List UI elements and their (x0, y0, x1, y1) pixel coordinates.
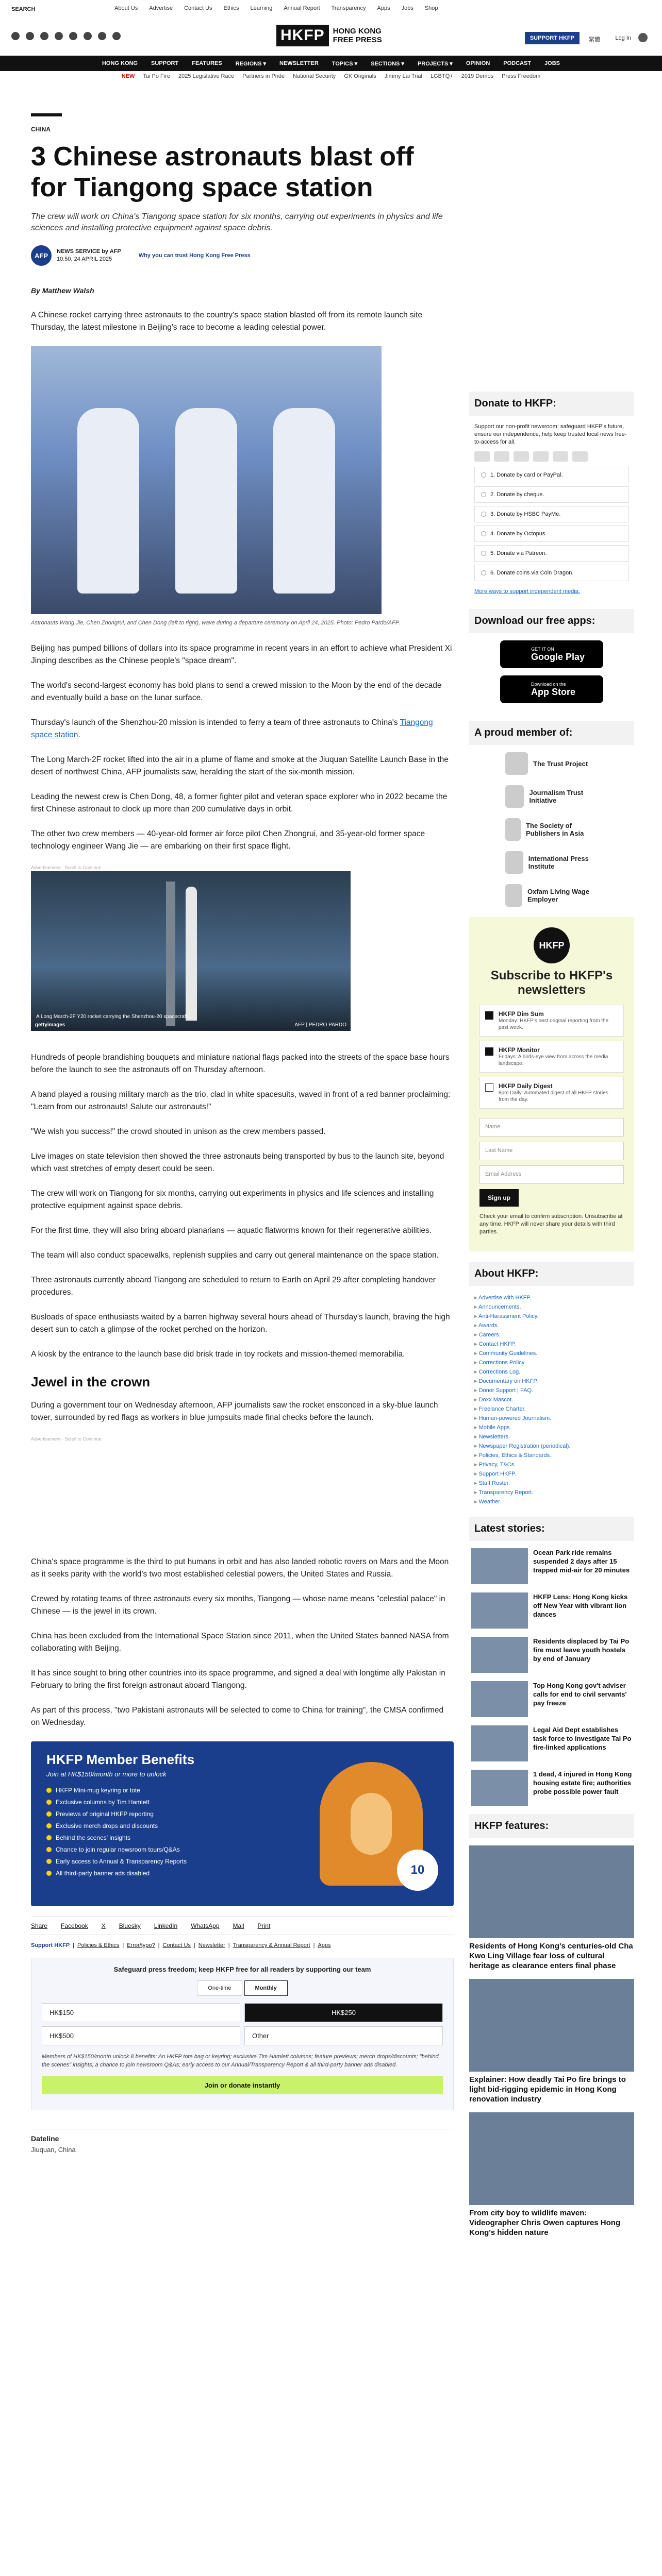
paragraph: Beijing has pumped billions of dollars into its space programme in recent years in an effort to achieve what President Xi Jinping describes as the Chinese people's "space dream". (31, 644, 452, 665)
top-link[interactable]: Annual Report (284, 5, 320, 11)
paragraph: As part of this process, "two Pakistani astronauts will be selected to come to China for training", the CMSA confirmed on Wednesday. (31, 1706, 444, 1727)
latest-story[interactable]: Ocean Park ride remains suspended 2 days after 15 trapped mid-air for 20 minutes (469, 1548, 634, 1584)
subnav-item[interactable]: Partners in Pride (242, 73, 285, 79)
benefit-item: All third-party banner ads disabled (46, 1870, 187, 1877)
top-link[interactable]: Contact Us (184, 5, 212, 11)
benefit-item: Exclusive merch drops and discounts (46, 1822, 187, 1829)
radio-icon (481, 512, 486, 517)
getty-logo: gettyimages (35, 1022, 65, 1028)
author: By Matthew Walsh (31, 286, 94, 295)
member-heading: A proud member of: (469, 721, 634, 745)
donate-option[interactable]: 5. Donate via Patreon. (474, 545, 629, 562)
tiangong-link[interactable]: Tiangong space station (31, 718, 433, 739)
email-field[interactable]: Email Address (479, 1165, 624, 1184)
site-header (0, 0, 662, 77)
subnav-item[interactable]: LGBTQ+ (431, 73, 453, 79)
footer-link[interactable]: Support HKFP (31, 1942, 70, 1948)
radio-icon (481, 492, 486, 497)
story-thumbnail (471, 1548, 528, 1584)
donate-option[interactable]: 3. Donate by HSBC PayMe. (474, 506, 629, 522)
article-title: 3 Chinese astronauts blast off for Tiangong space station (31, 142, 414, 202)
paragraph: A band played a rousing military march as the trio, clad in white spacesuits, waved in front of a red banner proclaiming: "Learn from our astronauts! Salute our astronauts!" (31, 1090, 451, 1111)
octopus-icon (572, 451, 588, 462)
share-link[interactable]: Share (31, 1922, 48, 1929)
footer-link[interactable]: Apps (318, 1942, 331, 1948)
radio-icon (481, 570, 486, 575)
nav-item[interactable]: JOBS (544, 60, 560, 66)
paragraph: A kiosk by the entrance to the launch base did brisk trade in toy rockets and mission-themed memorabilia. (31, 1350, 405, 1359)
radio-icon (481, 531, 486, 536)
publish-date: 10:50, 24 APRIL 2025 (57, 256, 112, 262)
anniversary-badge: 10 (397, 1850, 438, 1891)
login-link[interactable]: Log In (615, 35, 631, 41)
footer-link[interactable]: Error/typo? (127, 1942, 155, 1948)
donate-box (31, 1958, 454, 2110)
about-link[interactable]: ▸ Newsletters. (474, 1432, 629, 1442)
amount-options (42, 2003, 443, 2045)
footer-link[interactable]: Newsletter (198, 1942, 225, 1948)
join-button[interactable]: Join or donate instantly (42, 2076, 443, 2094)
share-whatsapp[interactable]: WhatsApp (191, 1922, 220, 1929)
amount-option-selected[interactable]: HK$250 (244, 2003, 443, 2022)
footer-link[interactable]: Policies & Ethics (77, 1942, 120, 1948)
last-name-field[interactable]: Last Name (479, 1142, 624, 1160)
tab-one-time[interactable]: One-time (197, 1980, 242, 1996)
latest-story[interactable]: Top Hong Kong gov't adviser calls for end to civil servants' pay freeze (469, 1681, 634, 1717)
bluesky-icon[interactable] (112, 32, 121, 40)
checkbox-icon (485, 1047, 493, 1056)
top-links (114, 5, 438, 11)
astronaut-figure (273, 408, 335, 594)
donate-option[interactable]: 2. Donate by cheque. (474, 486, 629, 503)
payment-icons (469, 451, 634, 462)
benefit-item: Behind the scenes' insights (46, 1834, 187, 1841)
checkbox-icon (485, 1083, 493, 1092)
share-bluesky[interactable]: Bluesky (119, 1922, 141, 1929)
byline-meta (57, 248, 121, 263)
paragraph: China has been excluded from the International Space Station since 2011, when the United States banned NASA from collaborating with Beijing. (31, 1632, 449, 1653)
story-thumbnail (471, 1592, 528, 1629)
share-x[interactable]: X (101, 1922, 106, 1929)
checkbox-icon (485, 1011, 493, 1020)
paypal-icon (533, 451, 549, 462)
donate-text: Support our non-profit newsroom: safeguard HKFP's future, ensure our independence, help keep trusted local news free-to-access for all. (474, 423, 627, 445)
subnav-item[interactable]: Tai Po Fire (143, 73, 170, 79)
article-footer-links: Support HKFP | Policies & Ethics | Error/typo? | Contact Us | Newsletter | Transparency & Annual Report | Apps (31, 1942, 331, 1948)
section-heading: Jewel in the crown (31, 1374, 151, 1389)
newsletter-note: Check your email to confirm subscription. Unsubscribe at any time. HKFP will never share your details with third parties. (479, 1213, 623, 1235)
newsletter-box (469, 917, 634, 1251)
about-link[interactable]: ▸ Awards. (474, 1321, 629, 1330)
dateline-value: Jiuquan, China (31, 2146, 76, 2154)
about-link[interactable]: ▸ Newspaper Registration (periodical). (474, 1442, 629, 1451)
benefit-item: Previews of original HKFP reporting (46, 1810, 187, 1818)
tab-monthly[interactable]: Monthly (244, 1980, 288, 1996)
dateline: Dateline Jiuquan, China (31, 2129, 454, 2154)
amount-option[interactable]: HK$500 (42, 2026, 240, 2045)
latest-story[interactable]: 1 dead, 4 injured in Hong Kong housing estate fire; authorities probe possible power fault (469, 1770, 634, 1806)
more-ways-link[interactable]: More ways to support independent media. (474, 588, 580, 595)
donate-heading: Donate to HKFP: (469, 392, 634, 416)
oxfam-icon (505, 884, 522, 907)
paragraph: The other two crew members — 40-year-old former air force pilot Chen Zhongrui, and 35-year-old former space technology engineer Wang Jie — are embarking on their first space flight. (31, 829, 425, 851)
paragraph: Hundreds of people brandishing bouquets and miniature national flags packed into the streets of the space base hours before the launch to see the astronauts off on Thursday afternoon. (31, 1053, 450, 1074)
about-link[interactable]: ▸ Mobile Apps. (474, 1423, 629, 1432)
app-store-button[interactable]: Download on the App Store (500, 675, 603, 703)
nav-item[interactable]: HONG KONG (102, 60, 138, 66)
donate-note: Members of HK$150/month unlock 8 benefits: An HKFP tote bag or keyring; exclusive Tim Hamlett columns; feature previews; merch drops/discounts; "behind the scenes" insights; a chance to join newsroom Q&As; early access to our Annual/Transparency Report & all third-party banner ads disabled. (42, 2054, 439, 2068)
paragraph: For the first time, they will also bring aboard planarians — aquatic flatworms known for their regenerative abilities. (31, 1226, 432, 1235)
top-link[interactable]: Apps (377, 5, 390, 11)
threads-icon[interactable] (98, 32, 106, 40)
donate-option[interactable]: 6. Donate coins via Coin Dragon. (474, 565, 629, 581)
main-nav (0, 56, 662, 71)
footer-link[interactable]: Contact Us (162, 1942, 191, 1948)
article (31, 113, 454, 2154)
share-print[interactable]: Print (257, 1922, 271, 1929)
about-link[interactable]: ▸ Transparency Report. (474, 1488, 629, 1497)
about-link[interactable]: ▸ Freelance Charter. (474, 1404, 629, 1414)
about-link[interactable]: ▸ Contact HKFP. (474, 1340, 629, 1349)
visa-icon (494, 451, 509, 462)
donate-box-head: Safeguard press freedom; keep HKFP free for all readers by supporting our team (113, 1965, 371, 1973)
about-link[interactable]: ▸ Weather. (474, 1497, 629, 1506)
benefit-item: Chance to join regular newsroom tours/Q&As (46, 1846, 187, 1853)
about-link[interactable]: ▸ Corrections Log. (474, 1367, 629, 1377)
new-badge: NEW (121, 73, 135, 79)
benefit-item: HKFP Mini-mug keyring or tote (46, 1787, 187, 1794)
newsletter-logo: HKFP (534, 927, 570, 963)
nav-item[interactable]: SUPPORT (151, 60, 179, 66)
sidebar (469, 392, 634, 2246)
linkedin-icon[interactable] (84, 32, 92, 40)
ipi-icon (505, 851, 523, 874)
sopa-icon (505, 818, 521, 841)
logo-box: HKFP (276, 25, 329, 46)
paragraph: Leading the newest crew is Chen Dong, 48, a former fighter pilot and veteran space explorer who in 2022 became the first Chinese astronaut to clock up more than 200 cumulative days in orbit. (31, 792, 448, 814)
story-thumbnail (471, 1770, 528, 1806)
story-thumbnail (471, 1725, 528, 1761)
benefit-item: Early access to Annual & Transparency Reports (46, 1858, 187, 1865)
about-link[interactable]: ▸ Donor Support | FAQ. (474, 1386, 629, 1395)
nav-item[interactable]: FEATURES (192, 60, 222, 66)
latest-story[interactable]: HKFP Lens: Hong Kong kicks off New Year with vibrant lion dances (469, 1592, 634, 1629)
about-link[interactable]: ▸ Documentary on HKFP. (474, 1377, 629, 1386)
trust-project-icon (505, 752, 528, 775)
name-field[interactable]: Name (479, 1118, 624, 1137)
x-icon[interactable] (26, 32, 34, 40)
member-org[interactable]: Oxfam Living Wage Employer (469, 884, 634, 907)
newsletter-title: Subscribe to HKFP's newsletters (490, 969, 613, 997)
feature-story[interactable]: From city boy to wildlife maven: Videographer Chris Owen captures Hong Kong's hidden nature (469, 2112, 634, 2238)
about-link[interactable]: ▸ Staff Roster. (474, 1479, 629, 1488)
language-switch[interactable]: 繁體 (589, 37, 600, 43)
paragraph: During a government tour on Wednesday afternoon, AFP journalists saw the rocket ensconced in a sky-blue launch tower, surrounded by red flags as workers in blue jumpsuits made final checks before the launch. (31, 1401, 438, 1422)
paragraph: The world's second-largest economy has bold plans to send a crewed mission to the Moon by the end of the decade and eventually build a base on the lunar surface. (31, 681, 442, 702)
logo-text: HONG KONG FREE PRESS (333, 27, 382, 44)
subnav-item[interactable]: Jimmy Lai Trial (384, 73, 422, 79)
member-org[interactable]: Journalism Trust Initiative (469, 785, 634, 808)
nav-item[interactable]: SECTIONS ▾ (371, 60, 404, 67)
search-button[interactable]: SEARCH (11, 6, 36, 12)
features-heading: HKFP features: (469, 1814, 634, 1838)
about-link[interactable]: ▸ Corrections Policy. (474, 1358, 629, 1367)
rocket (186, 887, 197, 1021)
latest-story[interactable]: Legal Aid Dept establishes task force to investigate Tai Po fire-linked applications (469, 1725, 634, 1761)
feature-thumbnail (469, 1979, 634, 2072)
donate-option[interactable]: 1. Donate by card or PayPal. (474, 467, 629, 483)
category-label[interactable]: CHINA (31, 126, 51, 133)
top-link[interactable]: Jobs (401, 5, 413, 11)
promo-subtitle: Join at HK$150/month or more to unlock (46, 1770, 167, 1778)
afp-badge: AFP (31, 245, 52, 266)
feature-thumbnail (469, 2112, 634, 2205)
photo-caption: Astronauts Wang Jie, Chen Zhongrui, and Chen Dong (left to right), wave during a departure ceremony on April 24, 2025. Photo: Pedro Pardo/AFP. (31, 620, 400, 626)
subnav-item[interactable]: GK Originals (344, 73, 376, 79)
feature-story[interactable]: Explainer: How deadly Tai Po fire brings to light bid-rigging epidemic in Hong Kong renovation industry (469, 1979, 634, 2104)
about-link[interactable]: ▸ Careers. (474, 1330, 629, 1340)
subnav-item[interactable]: Press Freedom (502, 73, 541, 79)
latest-heading: Latest stories: (469, 1517, 634, 1541)
story-thumbnail (471, 1681, 528, 1717)
subnav-item[interactable]: 2019 Demos (461, 73, 494, 79)
about-link[interactable]: ▸ Doxx Mascot. (474, 1395, 629, 1404)
news-service: NEWS SERVICE by AFP (57, 248, 121, 255)
nav-item[interactable]: REGIONS ▾ (235, 60, 267, 67)
radio-icon (481, 472, 486, 478)
member-org[interactable]: The Society of Publishers in Asia (469, 818, 634, 841)
member-org[interactable]: The Trust Project (469, 752, 634, 775)
mastercard-icon (474, 451, 490, 462)
member-benefits-promo[interactable] (31, 1741, 454, 1906)
paragraph: The Long March-2F rocket lifted into the air in a plume of flame and smoke at the Jiuquan Satellite Launch Base in the desert of northwest China, AFP journalists saw, heralding the start of the six-month mission. (31, 755, 449, 776)
paragraph: The crew will work on Tiangong for six months, carrying out experiments in physics and life sciences and installing protective equipment against space debris. (31, 1189, 434, 1210)
about-list (469, 1293, 634, 1506)
nav-item[interactable]: NEWSLETTER (279, 60, 319, 66)
paragraph: Live images on state television then showed the three astronauts being transported by bus to the launch site, beyond which vast stretches of empty desert could be seen. (31, 1152, 444, 1173)
nav-item[interactable]: TOPICS ▾ (332, 60, 358, 67)
paragraph: Crewed by rotating teams of three astronauts every six months, Tiangong — whose name means "celestial palace" in Chinese — is the jewel in its crown. (31, 1595, 445, 1616)
paragraph: It has since sought to bring other countries into its space programme, and signed a deal with longtime ally Pakistan in February to bring the first foreign astronaut aboard Tiangong. (31, 1669, 445, 1690)
paragraph: China's space programme is the third to put humans in orbit and has also landed robotic rovers on Mars and the Moon as it seeks parity with the world's two most established celestial powers, the United States and Russia. (31, 1557, 449, 1579)
about-link[interactable]: ▸ Anti-Harassment Policy. (474, 1312, 629, 1321)
about-link[interactable]: ▸ Community Guidelines. (474, 1349, 629, 1358)
nav-item[interactable]: PROJECTS ▾ (417, 60, 453, 67)
share-bar (31, 1917, 454, 1935)
rocket-launch-photo[interactable] (31, 871, 351, 1031)
top-link[interactable]: Transparency (331, 5, 366, 11)
astronauts-photo (31, 346, 382, 614)
amount-option[interactable]: HK$150 (42, 2003, 240, 2022)
paragraph: A Chinese rocket carrying three astronauts to the country's space station blasted off from its remote launch site Thursday, the latest milestone in Beijing's race to become a leading celestial power. (31, 311, 423, 332)
amex-icon (514, 451, 529, 462)
title-rule (31, 113, 62, 116)
paragraph: Thursday's launch of the Shenzhou-20 mission is intended to ferry a team of three astronauts to China's Tiangong space station. (31, 718, 433, 739)
top-link[interactable]: About Us (114, 5, 138, 11)
signup-button[interactable]: Sign up (479, 1189, 519, 1207)
embed-caption: A Long March-2F Y20 rocket carrying the Shenzhou-20 spacecraft... (36, 1014, 192, 1020)
share-facebook[interactable]: Facebook (61, 1922, 88, 1929)
subnav-item[interactable]: National Security (293, 73, 336, 79)
benefits-list (46, 1787, 187, 1882)
share-linkedin[interactable]: LinkedIn (154, 1922, 178, 1929)
site-logo[interactable] (276, 23, 385, 48)
photo-credit: AFP | PEDRO PARDO (294, 1022, 346, 1028)
paragraph: Busloads of space enthusiasts waited by a barren highway several hours ahead of Thursday's launch, braving the high desert sun to catch a glimpse of the rocket perched on the horizon. (31, 1313, 450, 1334)
sub-nav (0, 73, 662, 84)
top-link[interactable]: Ethics (223, 5, 239, 11)
google-play-button[interactable]: GET IT ON Google Play (500, 640, 603, 668)
frequency-tabs (42, 1980, 443, 1996)
about-link[interactable]: ▸ Privacy, T&Cs. (474, 1460, 629, 1469)
radio-icon (481, 551, 486, 556)
social-icons (11, 32, 121, 40)
ad-label: Advertisement · Scroll to Continue (31, 865, 102, 870)
ad-label: Advertisement · Scroll to Continue (31, 1436, 102, 1442)
user-icon[interactable] (638, 33, 648, 42)
about-link[interactable]: ▸ Support HKFP. (474, 1469, 629, 1479)
subnav-item[interactable]: 2025 Legislative Race (178, 73, 235, 79)
about-link[interactable]: ▸ Policies, Ethics & Standards. (474, 1451, 629, 1460)
amount-option[interactable]: Other (244, 2026, 443, 2045)
top-link[interactable]: Shop (424, 5, 438, 11)
paragraph: Three astronauts currently aboard Tiangong are scheduled to return to Earth on April 29 after completing handover procedures. (31, 1276, 436, 1297)
youtube-icon[interactable] (55, 32, 63, 40)
paragraph: "We wish you success!" the crowd shouted in unison as the crew members passed. (31, 1127, 326, 1136)
newsletter-option[interactable]: HKFP Monitor Fridays: A birds-eye view from across the media landscape. (479, 1041, 624, 1073)
jti-icon (505, 785, 524, 808)
nav-item[interactable]: OPINION (466, 60, 490, 66)
ad-space (31, 1443, 454, 1556)
donate-option[interactable]: 4. Donate by Octopus. (474, 526, 629, 542)
launch-tower (166, 882, 175, 1026)
payme-icon (553, 451, 568, 462)
story-thumbnail (471, 1637, 528, 1673)
facebook-icon[interactable] (11, 32, 20, 40)
latest-story[interactable]: Residents displaced by Tai Po fire must leave youth hostels by end of January (469, 1637, 634, 1673)
about-link[interactable]: ▸ Advertise with HKFP. (474, 1293, 629, 1302)
standfirst: The crew will work on China's Tiangong space station for six months, carrying out experiments in physics and life sciences and installing protective equipment against space debris. (31, 212, 443, 232)
about-link[interactable]: ▸ Human-powered Journalism. (474, 1414, 629, 1423)
support-button[interactable]: SUPPORT HKFP (525, 32, 580, 44)
instagram-icon[interactable] (40, 32, 48, 40)
paragraph: The team will also conduct spacewalks, replenish supplies and carry out general maintenance on the space station. (31, 1251, 439, 1260)
footer-link[interactable]: Transparency & Annual Report (233, 1942, 310, 1948)
trust-link[interactable]: Why you can trust Hong Kong Free Press (138, 252, 251, 259)
feature-story[interactable]: Residents of Hong Kong's centuries-old Cha Kwo Ling Village fear loss of cultural heritage as clearance enters final phase (469, 1845, 634, 1971)
about-link[interactable]: ▸ Announcements. (474, 1302, 629, 1312)
promo-title: HKFP Member Benefits (46, 1752, 195, 1767)
telegram-icon[interactable] (69, 32, 77, 40)
member-org[interactable]: International Press Institute (469, 851, 634, 874)
share-mail[interactable]: Mail (233, 1922, 244, 1929)
top-link[interactable]: Learning (250, 5, 273, 11)
astronaut-figure (175, 408, 237, 594)
about-heading: About HKFP: (469, 1262, 634, 1286)
benefit-item: Exclusive columns by Tim Hamlett (46, 1799, 187, 1806)
astronaut-figure (77, 408, 139, 594)
nav-item[interactable]: PODCAST (503, 60, 532, 66)
newsletter-option[interactable]: HKFP Dim Sum Monday: HKFP's best original reporting from the past week. (479, 1005, 624, 1037)
byline (31, 245, 454, 266)
apps-heading: Download our free apps: (469, 609, 634, 633)
top-link[interactable]: Advertise (149, 5, 173, 11)
feature-thumbnail (469, 1845, 634, 1938)
newsletter-option[interactable]: HKFP Daily Digest 8pm Daily: Automated digest of all HKFP stories from the day. (479, 1077, 624, 1109)
